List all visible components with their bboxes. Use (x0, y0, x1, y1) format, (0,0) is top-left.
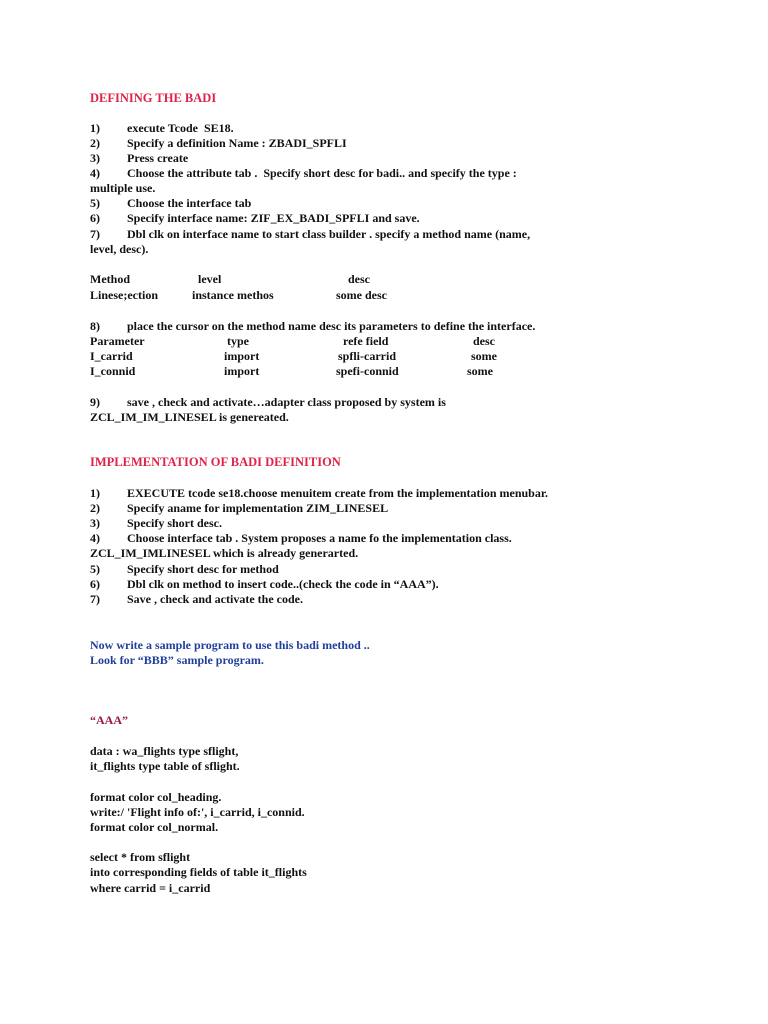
list-text: Specify a definition Name : ZBADI_SPFLI (127, 136, 347, 150)
list-item (0, 592, 768, 607)
list-continuation: multiple use. (90, 181, 156, 195)
table-cell: some (467, 364, 493, 378)
code-line: write:/ 'Flight info of:', i_carrid, i_connid. (90, 805, 305, 819)
table-header-cell: Parameter (90, 334, 145, 348)
section-heading-defining-badi: DEFINING THE BADI (90, 91, 217, 105)
list-text: Press create (127, 151, 189, 165)
list-text: Save , check and activate the code. (127, 592, 303, 606)
table-cell: some desc (336, 288, 387, 302)
list-text: Choose the attribute tab . Specify short desc for badi.. and specify the type : (127, 166, 517, 180)
list-text: Choose the interface tab (127, 196, 252, 210)
list-item (0, 531, 768, 546)
list-number: 3) (90, 151, 100, 165)
list-number: 6) (90, 577, 100, 591)
list-number: 2) (90, 501, 100, 515)
list-text: Specify short desc for method (127, 562, 279, 576)
list-text: Dbl clk on method to insert code..(check the code in “AAA”). (127, 577, 439, 591)
list-item (0, 486, 768, 501)
list-text: Choose interface tab . System proposes a name fo the implementation class. (127, 531, 512, 545)
list-item (0, 151, 768, 166)
list-number: 2) (90, 136, 100, 150)
table-cell: I_carrid (90, 349, 133, 363)
list-number: 5) (90, 562, 100, 576)
list-item (0, 121, 768, 136)
list-number: 4) (90, 166, 100, 180)
table-header-cell: desc (348, 272, 370, 286)
list-item (0, 395, 768, 410)
list-number: 3) (90, 516, 100, 530)
note-line: Look for “BBB” sample program. (90, 653, 264, 667)
code-line: data : wa_flights type sflight, (90, 744, 239, 758)
table-header-cell: level (198, 272, 222, 286)
table-header-cell: Method (90, 272, 130, 286)
list-text: Specify aname for implementation ZIM_LINESEL (127, 501, 389, 515)
section-heading-implementation: IMPLEMENTATION OF BADI DEFINITION (90, 455, 341, 469)
table-row (0, 288, 768, 303)
table-cell: spfli-carrid (338, 349, 396, 363)
list-number: 1) (90, 121, 100, 135)
list-number: 6) (90, 211, 100, 225)
list-number: 8) (90, 319, 100, 333)
list-text: Specify interface name: ZIF_EX_BADI_SPFLI and save. (127, 211, 420, 225)
code-line: format color col_normal. (90, 820, 219, 834)
list-number: 1) (90, 486, 100, 500)
list-text: place the cursor on the method name desc its parameters to define the interface. (127, 319, 536, 333)
list-item (0, 319, 768, 334)
list-text: save , check and activate…adapter class proposed by system is (127, 395, 446, 409)
list-continuation: level, desc). (90, 242, 149, 256)
code-line: where carrid = i_carrid (90, 881, 211, 895)
table-header-cell: refe field (343, 334, 389, 348)
table-cell: import (224, 349, 260, 363)
list-item (0, 166, 768, 181)
code-line: select * from sflight (90, 850, 191, 864)
list-item (0, 562, 768, 577)
list-number: 7) (90, 227, 100, 241)
list-item (0, 196, 768, 211)
table-cell: some (471, 349, 497, 363)
list-continuation: ZCL_IM_IM_LINESEL is genereated. (90, 410, 289, 424)
table-row (0, 349, 768, 364)
list-text: EXECUTE tcode se18.choose menuitem create from the implementation menubar. (127, 486, 549, 500)
code-line: format color col_heading. (90, 790, 222, 804)
code-section-heading: “AAA” (90, 713, 128, 727)
method-table-header (0, 272, 768, 287)
list-item (0, 227, 768, 242)
list-item (0, 516, 768, 531)
table-cell: Linese;ection (90, 288, 158, 302)
list-item (0, 136, 768, 151)
table-row (0, 364, 768, 379)
list-number: 9) (90, 395, 100, 409)
code-line: it_flights type table of sflight. (90, 759, 240, 773)
param-table-header (0, 334, 768, 349)
code-line: into corresponding fields of table it_flights (90, 865, 307, 879)
table-header-cell: type (227, 334, 249, 348)
table-cell: import (224, 364, 260, 378)
list-item (0, 501, 768, 516)
list-text: Specify short desc. (127, 516, 222, 530)
table-header-cell: desc (473, 334, 495, 348)
note-line: Now write a sample program to use this badi method .. (90, 638, 370, 652)
table-cell: spefi-connid (336, 364, 399, 378)
list-number: 5) (90, 196, 100, 210)
table-cell: I_connid (90, 364, 136, 378)
list-number: 4) (90, 531, 100, 545)
list-item (0, 577, 768, 592)
table-cell: instance methos (192, 288, 274, 302)
list-text: Dbl clk on interface name to start class builder . specify a method name (name, (127, 227, 531, 241)
list-text: execute Tcode SE18. (127, 121, 234, 135)
list-number: 7) (90, 592, 100, 606)
list-item (0, 211, 768, 226)
list-continuation: ZCL_IM_IMLINESEL which is already generarted. (90, 546, 359, 560)
